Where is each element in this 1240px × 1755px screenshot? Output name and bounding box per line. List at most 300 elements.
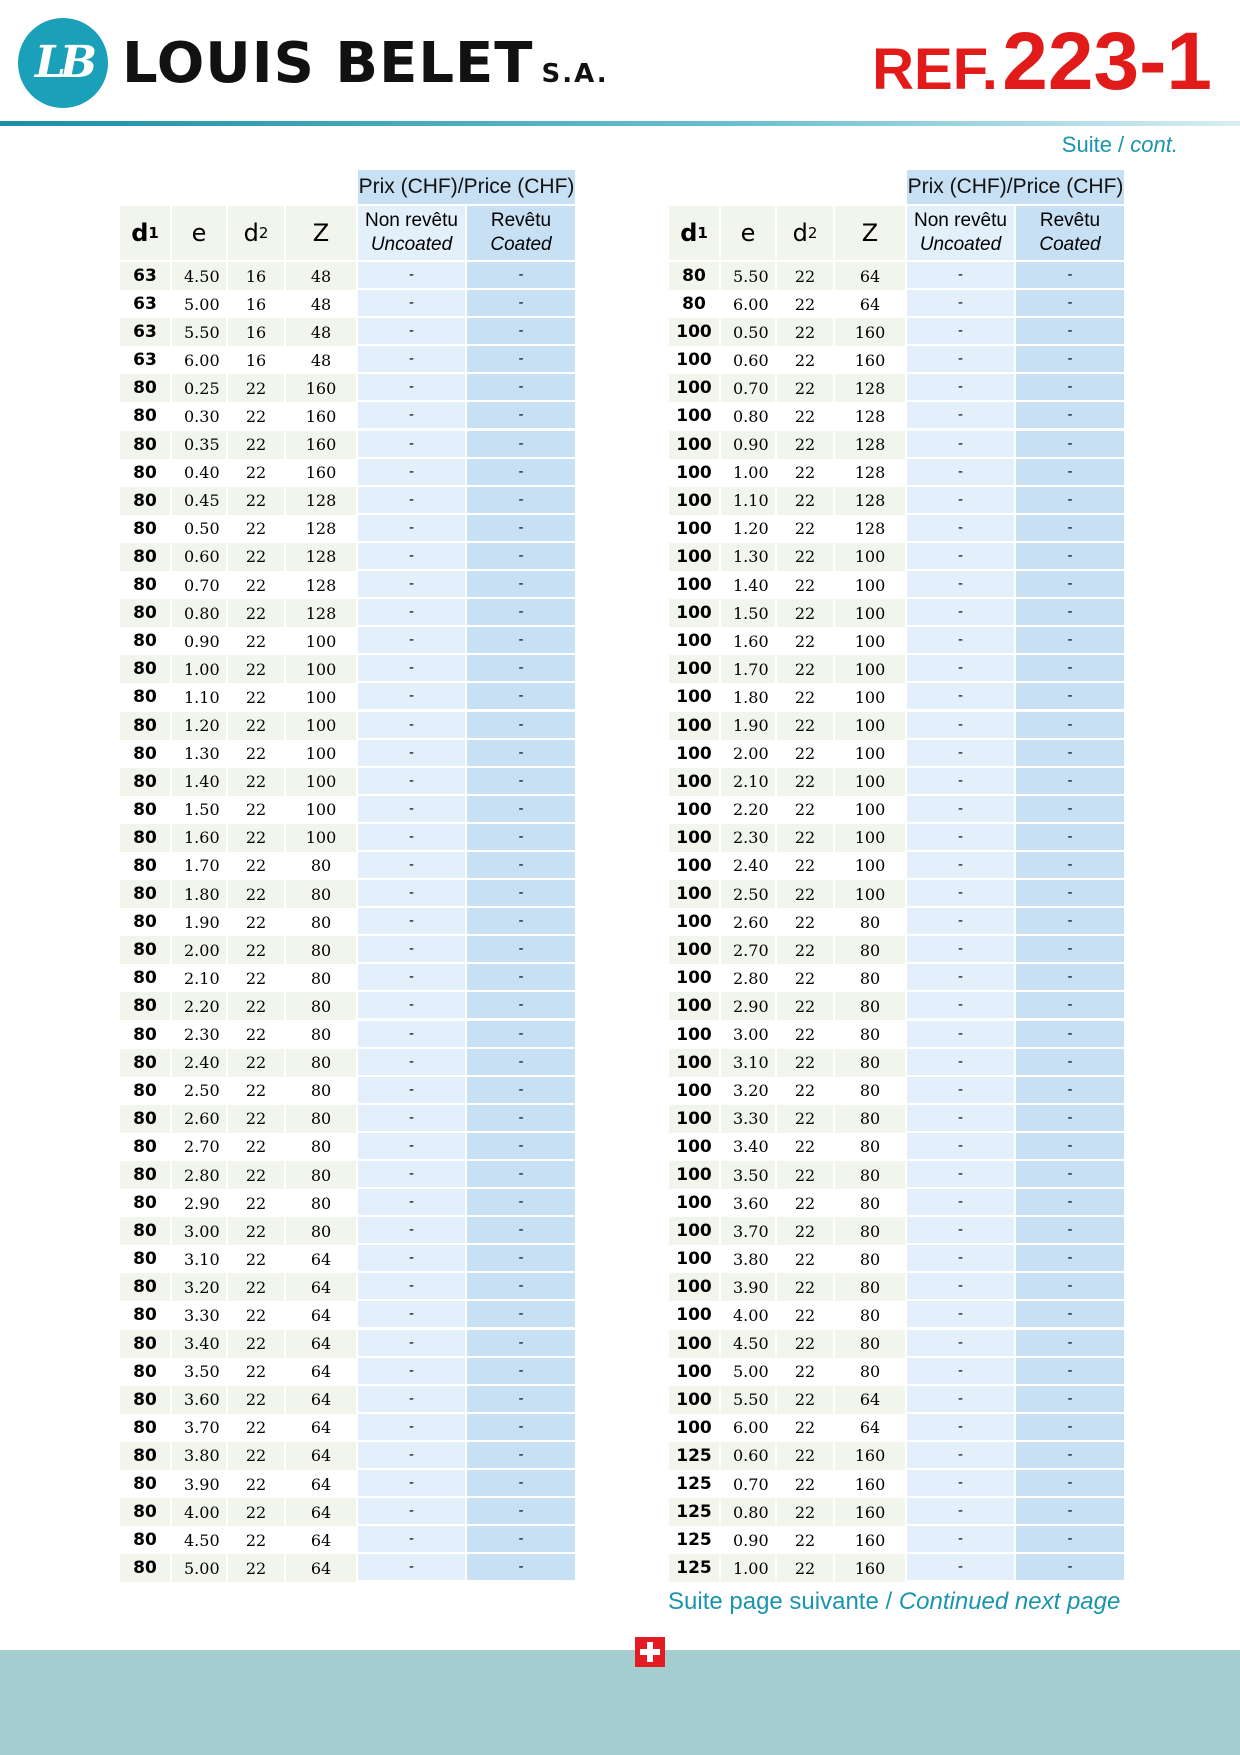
cell-z: 48 — [286, 262, 358, 290]
col-coated-header — [467, 206, 575, 260]
cell-e: 2.10 — [721, 768, 777, 796]
cell-z: 100 — [286, 627, 358, 655]
cell-e: 3.50 — [721, 1161, 777, 1189]
logo-monogram: LB — [34, 37, 92, 88]
cell-price-coated: - — [1016, 262, 1124, 290]
cell-price-coated: - — [467, 1330, 575, 1358]
cell-d1: 80 — [120, 1358, 172, 1386]
cell-price-uncoated: - — [907, 796, 1016, 824]
table-row — [120, 1498, 575, 1526]
cell-z: 100 — [835, 571, 907, 599]
cell-price-coated: - — [1016, 1133, 1124, 1161]
table-row — [120, 992, 575, 1020]
cell-price-coated: - — [467, 1358, 575, 1386]
cell-d2: 22 — [228, 1161, 286, 1189]
cell-d1: 80 — [120, 402, 172, 430]
cell-z: 128 — [835, 515, 907, 543]
cell-d2: 22 — [228, 964, 286, 992]
cell-price-coated: - — [1016, 487, 1124, 515]
cell-e: 2.00 — [721, 740, 777, 768]
cell-d2: 22 — [777, 1414, 835, 1442]
cell-z: 128 — [835, 431, 907, 459]
col-e-header: e — [172, 206, 228, 260]
cell-z: 80 — [835, 1161, 907, 1189]
uncoated-fr: Non revêtu — [914, 210, 1007, 231]
table-row — [669, 796, 1124, 824]
cell-price-coated: - — [1016, 515, 1124, 543]
cell-price-uncoated: - — [358, 824, 467, 852]
cell-e: 0.90 — [721, 1526, 777, 1554]
cell-z: 80 — [286, 1217, 358, 1245]
cell-d2: 22 — [228, 1470, 286, 1498]
cell-d2: 22 — [228, 1442, 286, 1470]
cell-price-coated: - — [467, 487, 575, 515]
cell-d1: 100 — [669, 655, 721, 683]
cell-price-coated: - — [1016, 1358, 1124, 1386]
cell-d2: 22 — [228, 1358, 286, 1386]
price-group-header — [120, 170, 575, 204]
table-row — [120, 374, 575, 402]
cell-price-coated: - — [467, 1021, 575, 1049]
cell-price-uncoated: - — [358, 1245, 467, 1273]
table-row — [120, 571, 575, 599]
header-spacer — [669, 170, 907, 204]
cell-price-uncoated: - — [358, 1414, 467, 1442]
cell-price-coated: - — [467, 1526, 575, 1554]
cell-z: 80 — [835, 908, 907, 936]
cell-price-uncoated: - — [358, 402, 467, 430]
price-group-label: Prix (CHF)/Price (CHF) — [358, 170, 575, 204]
cell-e: 1.00 — [172, 655, 228, 683]
cell-e: 0.60 — [721, 346, 777, 374]
cell-d2: 22 — [777, 740, 835, 768]
cell-z: 160 — [835, 1554, 907, 1582]
table-row — [120, 1217, 575, 1245]
cell-e: 3.80 — [172, 1442, 228, 1470]
cell-price-uncoated: - — [907, 290, 1016, 318]
cell-d1: 80 — [669, 262, 721, 290]
table-row — [120, 796, 575, 824]
cell-price-uncoated: - — [907, 515, 1016, 543]
footer-band — [0, 1650, 1240, 1755]
cell-z: 80 — [835, 1330, 907, 1358]
cell-price-coated: - — [1016, 824, 1124, 852]
cell-price-coated: - — [467, 1273, 575, 1301]
cell-z: 128 — [286, 515, 358, 543]
cell-d1: 63 — [120, 290, 172, 318]
cell-d1: 125 — [669, 1554, 721, 1582]
cell-d1: 80 — [120, 1554, 172, 1582]
col-uncoated-header — [907, 206, 1016, 260]
cell-price-coated: - — [1016, 936, 1124, 964]
cell-d1: 100 — [669, 1414, 721, 1442]
cell-price-coated: - — [467, 964, 575, 992]
cell-price-coated: - — [467, 852, 575, 880]
cell-price-coated: - — [1016, 908, 1124, 936]
cell-z: 100 — [835, 852, 907, 880]
cell-e: 1.70 — [172, 852, 228, 880]
cell-z: 128 — [835, 459, 907, 487]
cell-e: 2.60 — [172, 1105, 228, 1133]
cell-d1: 100 — [669, 431, 721, 459]
cell-d2: 22 — [777, 318, 835, 346]
cell-price-coated: - — [1016, 655, 1124, 683]
cell-d2: 22 — [228, 459, 286, 487]
cell-d2: 22 — [777, 1498, 835, 1526]
cell-z: 80 — [835, 1301, 907, 1329]
cell-price-uncoated: - — [907, 374, 1016, 402]
cell-price-coated: - — [467, 880, 575, 908]
table-row — [669, 1189, 1124, 1217]
cell-d2: 22 — [777, 1049, 835, 1077]
cell-z: 100 — [835, 683, 907, 711]
cell-d1: 80 — [120, 431, 172, 459]
cell-d1: 100 — [669, 1273, 721, 1301]
cell-price-coated: - — [467, 740, 575, 768]
reference-title — [872, 16, 1212, 125]
cell-price-uncoated: - — [358, 346, 467, 374]
table-row — [120, 880, 575, 908]
cell-price-coated: - — [467, 346, 575, 374]
cell-price-uncoated: - — [358, 1273, 467, 1301]
cell-z: 64 — [286, 1301, 358, 1329]
cell-price-coated: - — [1016, 571, 1124, 599]
cell-e: 3.90 — [172, 1470, 228, 1498]
price-table-left — [120, 170, 575, 1582]
cell-z: 80 — [286, 936, 358, 964]
col-d1-header — [120, 206, 172, 260]
cell-price-coated: - — [1016, 1161, 1124, 1189]
table-row — [669, 824, 1124, 852]
cell-e: 2.90 — [172, 1189, 228, 1217]
cell-d1: 80 — [120, 1133, 172, 1161]
table-row — [120, 1189, 575, 1217]
cell-e: 0.90 — [721, 431, 777, 459]
cell-price-coated: - — [467, 824, 575, 852]
cell-d2: 22 — [777, 1189, 835, 1217]
cell-d1: 80 — [120, 936, 172, 964]
cell-d1: 80 — [120, 1217, 172, 1245]
table-row — [669, 1273, 1124, 1301]
table-row — [669, 936, 1124, 964]
cell-d2: 16 — [228, 346, 286, 374]
cell-d1: 80 — [120, 1470, 172, 1498]
cell-price-uncoated: - — [907, 824, 1016, 852]
cell-e: 1.00 — [721, 1554, 777, 1582]
cell-d1: 80 — [120, 1077, 172, 1105]
cell-e: 0.90 — [172, 627, 228, 655]
cell-e: 2.90 — [721, 992, 777, 1020]
cell-price-uncoated: - — [358, 543, 467, 571]
cell-price-uncoated: - — [358, 655, 467, 683]
cell-d2: 22 — [228, 571, 286, 599]
cell-price-uncoated: - — [358, 1217, 467, 1245]
cell-d2: 22 — [228, 627, 286, 655]
table-row — [669, 487, 1124, 515]
cell-d1: 80 — [120, 1498, 172, 1526]
cell-e: 2.70 — [172, 1133, 228, 1161]
column-header-row — [120, 206, 575, 260]
ref-prefix: REF. — [872, 37, 998, 102]
cell-price-coated: - — [467, 1077, 575, 1105]
cell-price-coated: - — [467, 1470, 575, 1498]
cell-price-uncoated: - — [907, 1077, 1016, 1105]
cell-price-uncoated: - — [358, 992, 467, 1020]
cell-z: 100 — [835, 655, 907, 683]
cell-price-coated: - — [1016, 543, 1124, 571]
cell-e: 2.40 — [721, 852, 777, 880]
cell-e: 0.70 — [172, 571, 228, 599]
table-row — [120, 655, 575, 683]
table-row — [669, 543, 1124, 571]
cell-z: 80 — [835, 992, 907, 1020]
cell-z: 128 — [286, 571, 358, 599]
cell-price-coated: - — [1016, 1554, 1124, 1582]
table-row — [669, 571, 1124, 599]
header-spacer — [120, 170, 358, 204]
cell-price-uncoated: - — [358, 1554, 467, 1582]
cell-price-uncoated: - — [358, 908, 467, 936]
cell-d2: 22 — [777, 908, 835, 936]
cell-price-coated: - — [1016, 1245, 1124, 1273]
cell-d2: 16 — [228, 290, 286, 318]
cell-price-coated: - — [467, 1245, 575, 1273]
cell-price-uncoated: - — [358, 964, 467, 992]
cell-d1: 63 — [120, 262, 172, 290]
cell-d2: 22 — [777, 515, 835, 543]
cell-d2: 22 — [777, 459, 835, 487]
cell-d1: 80 — [120, 627, 172, 655]
cell-d2: 22 — [777, 374, 835, 402]
cell-d1: 100 — [669, 374, 721, 402]
table-row — [669, 1526, 1124, 1554]
cell-e: 4.50 — [172, 262, 228, 290]
cell-d1: 80 — [120, 964, 172, 992]
cell-price-uncoated: - — [358, 459, 467, 487]
cell-price-coated: - — [467, 683, 575, 711]
cell-e: 1.30 — [172, 740, 228, 768]
table-row — [669, 1217, 1124, 1245]
cell-e: 1.50 — [172, 796, 228, 824]
cell-price-uncoated: - — [907, 1161, 1016, 1189]
cell-price-uncoated: - — [358, 571, 467, 599]
table-row — [669, 1077, 1124, 1105]
col-d2-header — [228, 206, 286, 260]
table-row — [120, 1161, 575, 1189]
cell-d2: 22 — [777, 262, 835, 290]
cell-d1: 80 — [120, 1386, 172, 1414]
table-row — [120, 1330, 575, 1358]
cell-price-uncoated: - — [358, 487, 467, 515]
cell-e: 2.80 — [172, 1161, 228, 1189]
cell-d2: 22 — [777, 768, 835, 796]
cell-z: 80 — [286, 1049, 358, 1077]
cell-d2: 22 — [777, 1554, 835, 1582]
cell-price-coated: - — [467, 374, 575, 402]
cell-d2: 22 — [777, 1217, 835, 1245]
col-d2-subscript: 2 — [807, 224, 818, 242]
cell-d2: 22 — [228, 796, 286, 824]
cell-price-uncoated: - — [907, 627, 1016, 655]
cell-d2: 22 — [228, 1330, 286, 1358]
cell-d1: 100 — [669, 318, 721, 346]
cell-price-coated: - — [467, 543, 575, 571]
cell-d1: 80 — [120, 992, 172, 1020]
cell-z: 160 — [286, 431, 358, 459]
cell-d2: 22 — [228, 768, 286, 796]
cell-z: 80 — [286, 1189, 358, 1217]
cell-z: 80 — [286, 992, 358, 1020]
cell-price-uncoated: - — [907, 431, 1016, 459]
cell-price-uncoated: - — [358, 740, 467, 768]
cell-z: 80 — [286, 1077, 358, 1105]
cell-e: 5.50 — [721, 1386, 777, 1414]
cell-e: 3.80 — [721, 1245, 777, 1273]
table-row — [669, 1161, 1124, 1189]
table-row — [669, 374, 1124, 402]
cell-price-uncoated: - — [358, 1077, 467, 1105]
cell-price-uncoated: - — [358, 1301, 467, 1329]
cell-price-uncoated: - — [907, 599, 1016, 627]
cell-z: 80 — [835, 1077, 907, 1105]
cell-d2: 22 — [228, 992, 286, 1020]
cell-d1: 100 — [669, 712, 721, 740]
table-row — [669, 1414, 1124, 1442]
cell-e: 4.50 — [721, 1330, 777, 1358]
cell-z: 100 — [286, 740, 358, 768]
cell-price-uncoated: - — [907, 346, 1016, 374]
table-row — [669, 1021, 1124, 1049]
cell-d2: 22 — [228, 824, 286, 852]
cell-e: 1.20 — [721, 515, 777, 543]
cell-price-uncoated: - — [358, 1526, 467, 1554]
cell-d2: 22 — [228, 1245, 286, 1273]
table-row — [669, 1554, 1124, 1582]
cell-price-uncoated: - — [358, 712, 467, 740]
cell-price-coated: - — [467, 262, 575, 290]
cell-e: 5.50 — [172, 318, 228, 346]
cell-price-coated: - — [467, 768, 575, 796]
table-row — [669, 515, 1124, 543]
cell-e: 0.80 — [721, 402, 777, 430]
cell-z: 128 — [835, 487, 907, 515]
cell-z: 100 — [835, 768, 907, 796]
cell-e: 3.40 — [721, 1133, 777, 1161]
cell-z: 100 — [835, 627, 907, 655]
cell-price-coated: - — [467, 290, 575, 318]
table-row — [120, 1273, 575, 1301]
cell-price-coated: - — [1016, 712, 1124, 740]
table-row — [120, 1358, 575, 1386]
cell-price-uncoated: - — [907, 262, 1016, 290]
cell-price-coated: - — [1016, 1217, 1124, 1245]
cell-d1: 80 — [120, 1414, 172, 1442]
cell-e: 2.80 — [721, 964, 777, 992]
table-row — [669, 740, 1124, 768]
cell-price-coated: - — [1016, 459, 1124, 487]
cell-e: 3.20 — [721, 1077, 777, 1105]
cell-price-coated: - — [467, 431, 575, 459]
cell-z: 80 — [286, 964, 358, 992]
price-table-right — [669, 170, 1124, 1582]
cell-d2: 22 — [777, 964, 835, 992]
col-d2-letter: d — [792, 219, 808, 247]
cell-z: 160 — [286, 402, 358, 430]
table-row — [669, 1442, 1124, 1470]
cell-e: 0.30 — [172, 402, 228, 430]
cell-d1: 100 — [669, 599, 721, 627]
cell-d1: 100 — [669, 515, 721, 543]
cell-price-coated: - — [1016, 431, 1124, 459]
cell-d1: 80 — [120, 824, 172, 852]
cell-price-coated: - — [1016, 1330, 1124, 1358]
cell-price-uncoated: - — [358, 1189, 467, 1217]
cell-e: 2.70 — [721, 936, 777, 964]
table-row — [669, 402, 1124, 430]
cell-price-uncoated: - — [907, 768, 1016, 796]
cell-d1: 100 — [669, 1049, 721, 1077]
table-row — [669, 1245, 1124, 1273]
cell-e: 1.30 — [721, 543, 777, 571]
cell-price-coated: - — [1016, 852, 1124, 880]
table-row — [120, 1049, 575, 1077]
cell-d1: 100 — [669, 908, 721, 936]
cell-price-uncoated: - — [907, 318, 1016, 346]
cell-e: 3.60 — [172, 1386, 228, 1414]
cell-price-uncoated: - — [358, 627, 467, 655]
table-row — [120, 459, 575, 487]
cell-z: 160 — [286, 374, 358, 402]
cell-z: 80 — [286, 880, 358, 908]
cell-z: 64 — [835, 262, 907, 290]
cell-z: 80 — [286, 908, 358, 936]
cell-z: 64 — [286, 1358, 358, 1386]
cell-price-uncoated: - — [358, 262, 467, 290]
cell-price-uncoated: - — [907, 1189, 1016, 1217]
table-row — [669, 318, 1124, 346]
cell-price-coated: - — [467, 515, 575, 543]
cell-d1: 80 — [120, 571, 172, 599]
cell-z: 80 — [835, 1049, 907, 1077]
coated-fr: Revêtu — [1039, 210, 1101, 231]
cell-d2: 22 — [228, 543, 286, 571]
cell-price-coated: - — [1016, 290, 1124, 318]
cell-d2: 22 — [777, 1273, 835, 1301]
cell-d2: 22 — [777, 683, 835, 711]
table-row — [120, 908, 575, 936]
cell-price-coated: - — [467, 712, 575, 740]
cell-price-coated: - — [467, 459, 575, 487]
cell-price-uncoated: - — [907, 1498, 1016, 1526]
cell-e: 0.60 — [172, 543, 228, 571]
cell-d2: 22 — [228, 1301, 286, 1329]
cell-z: 64 — [286, 1330, 358, 1358]
cell-z: 100 — [835, 599, 907, 627]
cell-e: 5.00 — [172, 1554, 228, 1582]
cell-d1: 80 — [120, 880, 172, 908]
cell-d1: 100 — [669, 1133, 721, 1161]
cell-d1: 100 — [669, 1077, 721, 1105]
cell-d2: 22 — [228, 908, 286, 936]
cell-price-coated: - — [467, 1133, 575, 1161]
cell-price-coated: - — [467, 936, 575, 964]
cell-d1: 80 — [120, 1273, 172, 1301]
col-d2-letter: d — [243, 219, 259, 247]
cell-price-uncoated: - — [358, 1330, 467, 1358]
cell-d2: 22 — [228, 1189, 286, 1217]
cell-price-coated: - — [1016, 1414, 1124, 1442]
table-row — [669, 346, 1124, 374]
